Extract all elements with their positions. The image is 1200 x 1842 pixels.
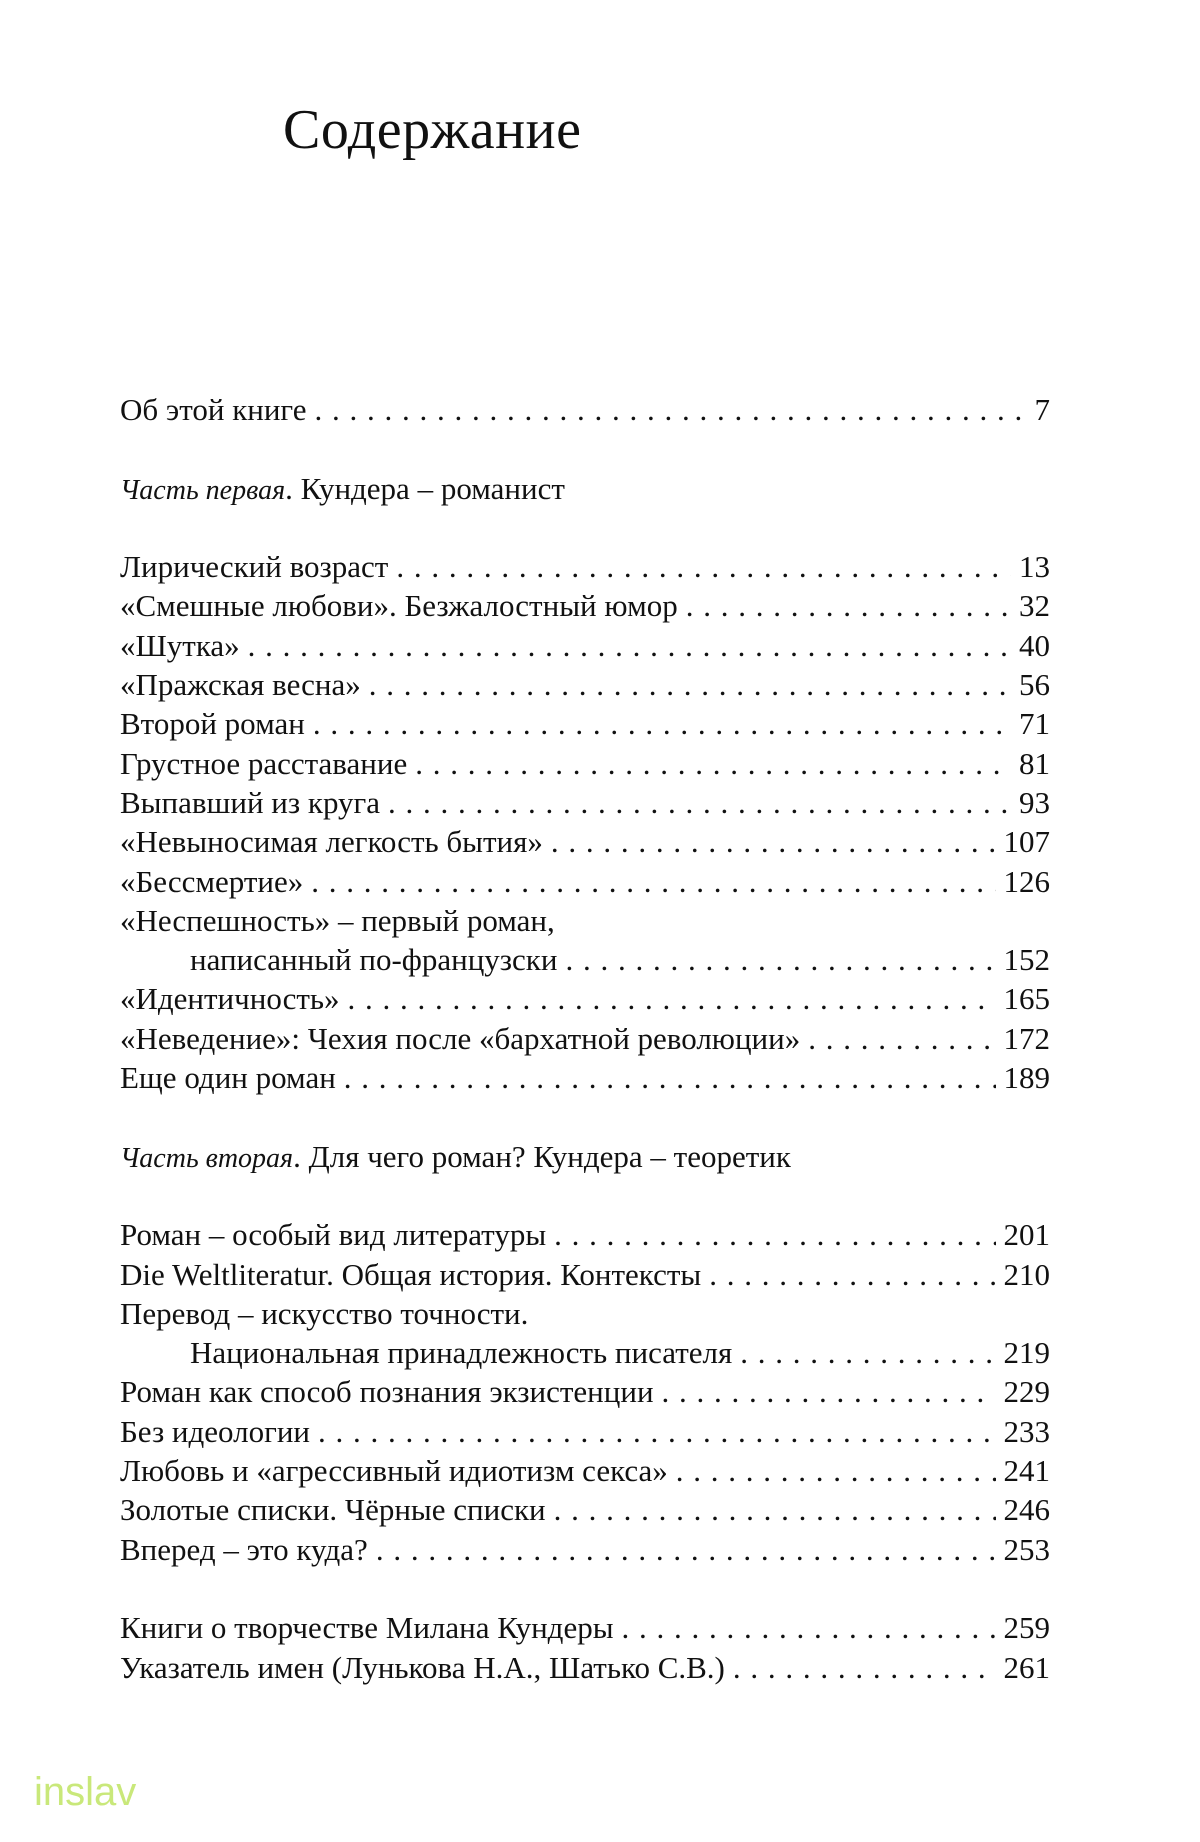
toc-entry-title-cont: написанный по-французски	[190, 942, 558, 978]
dot-leader	[686, 586, 1011, 625]
toc-entry[interactable]	[120, 1215, 1050, 1254]
toc-entry-title: Вперед – это куда?	[120, 1531, 368, 1567]
toc-entry[interactable]	[120, 547, 1050, 586]
toc-entry-page: 172	[1003, 1020, 1050, 1056]
toc-entry-title: «Бессмертие»	[120, 863, 304, 899]
part-title: . Для чего роман? Кундера – теоретик	[293, 1138, 791, 1174]
toc-entry-title: Книги о творчестве Милана Кундеры	[120, 1610, 614, 1646]
dot-leader	[313, 704, 1011, 743]
dot-leader	[369, 665, 1011, 704]
toc-entry-title: «Невыносимая легкость бытия»	[120, 824, 543, 860]
toc-entry-page: 81	[1019, 745, 1050, 781]
toc-entry-page: 261	[1003, 1649, 1050, 1685]
toc-entry-title: Грустное расставание	[120, 745, 408, 781]
toc-entry[interactable]	[120, 940, 1050, 979]
toc-entry-title: Любовь и «агрессивный идиотизм секса»	[120, 1453, 668, 1489]
toc-entry-title: Без идеологии	[120, 1413, 311, 1449]
toc-entry[interactable]	[120, 1412, 1050, 1451]
dot-leader	[554, 1215, 995, 1254]
toc-entry-appendix[interactable]	[120, 1608, 1050, 1647]
dot-leader	[565, 940, 995, 979]
page-title: Содержание	[283, 99, 582, 161]
toc-entry[interactable]	[120, 1530, 1050, 1569]
toc-entry-page: 152	[1003, 942, 1050, 978]
dot-leader	[622, 1608, 996, 1647]
toc-entry[interactable]	[120, 665, 1050, 704]
toc-entry-title: «Неведение»: Чехия после «бархатной революции»	[120, 1020, 801, 1056]
dot-leader	[344, 1058, 996, 1097]
toc-entry-title: Второй роман	[120, 706, 305, 742]
toc-entry-page: 233	[1003, 1413, 1050, 1449]
toc-entry-title: Роман – особый вид литературы	[120, 1217, 547, 1253]
toc-entry[interactable]	[120, 1019, 1050, 1058]
dot-leader	[388, 783, 1011, 822]
toc-entry-title: Выпавший из круга	[120, 784, 381, 820]
dot-leader	[733, 1648, 996, 1687]
toc-entry[interactable]	[120, 783, 1050, 822]
toc-entry-page: 201	[1003, 1217, 1050, 1253]
toc-entry-page: 56	[1019, 667, 1050, 703]
part-heading-2	[120, 1137, 1050, 1176]
toc-entry-title: Die Weltliteratur. Общая история. Контексты	[120, 1256, 702, 1292]
toc-entry[interactable]	[120, 862, 1050, 901]
toc-entry-title: «Идентичность»	[120, 981, 340, 1017]
toc-entry-title-cont: Национальная принадлежность писателя	[190, 1335, 733, 1371]
part-heading-1	[120, 469, 1050, 508]
part-label: Часть первая	[120, 474, 286, 506]
toc-entry-page: 32	[1019, 588, 1050, 624]
toc-entry[interactable]	[120, 704, 1050, 743]
toc-entry-title-line1[interactable]: Перевод – искусство точности.	[120, 1295, 529, 1331]
dot-leader	[318, 1412, 995, 1451]
toc-entry-page: 40	[1019, 627, 1050, 663]
dot-leader	[315, 390, 1023, 429]
toc-entry[interactable]	[120, 1372, 1050, 1411]
toc-entry-page: 126	[1003, 863, 1050, 899]
dot-leader	[376, 1530, 996, 1569]
toc-entry-page: 7	[1034, 392, 1050, 427]
toc-entry-title: Еще один роман	[120, 1060, 336, 1096]
dot-leader	[709, 1255, 995, 1294]
toc-entry-page: 71	[1019, 706, 1050, 742]
toc-entry-page: 165	[1003, 981, 1050, 1017]
toc-entry-page: 13	[1019, 549, 1050, 585]
toc-entry-title: Золотые списки. Чёрные списки	[120, 1492, 546, 1528]
dot-leader	[662, 1372, 996, 1411]
toc-entry-page: 241	[1003, 1453, 1050, 1489]
part-label: Часть вторая	[120, 1142, 294, 1174]
toc-entry-page: 107	[1003, 824, 1050, 860]
toc-entry[interactable]	[120, 1255, 1050, 1294]
toc-entry[interactable]	[120, 1333, 1050, 1372]
dot-leader	[248, 626, 1011, 665]
toc-entry[interactable]	[120, 1058, 1050, 1097]
dot-leader	[415, 744, 1011, 783]
dot-leader	[311, 862, 995, 901]
toc-entry-page: 259	[1003, 1610, 1050, 1646]
toc-entry-intro[interactable]	[120, 390, 1050, 429]
toc-entry[interactable]	[120, 822, 1050, 861]
toc-entry-page: 93	[1019, 784, 1050, 820]
toc-entry-page: 246	[1003, 1492, 1050, 1528]
toc-entry-title: Роман как способ познания экзистенции	[120, 1374, 654, 1410]
toc-entry-title-line1[interactable]: «Неспешность» – первый роман,	[120, 902, 555, 938]
toc-entry-page: 229	[1003, 1374, 1050, 1410]
toc-entry-title: Лирический возраст	[120, 549, 389, 585]
toc-entry-title: Указатель имен (Лунькова Н.А., Шатько С.В.)	[120, 1649, 725, 1685]
toc-entry-page: 219	[1003, 1335, 1050, 1371]
toc-entry-title: «Шутка»	[120, 627, 240, 663]
dot-leader	[808, 1019, 995, 1058]
dot-leader	[740, 1333, 995, 1372]
toc-entry[interactable]	[120, 979, 1050, 1018]
toc-entry[interactable]	[120, 744, 1050, 783]
toc-entry[interactable]	[120, 1490, 1050, 1529]
toc-entry-title: «Смешные любови». Безжалостный юмор	[120, 588, 678, 624]
toc-entry-title: «Пражская весна»	[120, 667, 361, 703]
table-of-contents	[120, 390, 1050, 1687]
toc-entry-page: 210	[1003, 1256, 1050, 1292]
toc-entry-title: Об этой книге	[120, 392, 307, 427]
toc-entry-appendix[interactable]	[120, 1648, 1050, 1687]
dot-leader	[396, 547, 1011, 586]
toc-entry[interactable]	[120, 626, 1050, 665]
dot-leader	[348, 979, 996, 1018]
toc-entry-page: 189	[1003, 1060, 1050, 1096]
dot-leader	[676, 1451, 996, 1490]
toc-entry[interactable]	[120, 1451, 1050, 1490]
toc-entry[interactable]	[120, 586, 1050, 625]
watermark: inslav	[34, 1770, 137, 1814]
part-title: . Кундера – романист	[285, 470, 565, 506]
dot-leader	[554, 1490, 996, 1529]
toc-entry-page: 253	[1003, 1531, 1050, 1567]
dot-leader	[551, 822, 996, 861]
